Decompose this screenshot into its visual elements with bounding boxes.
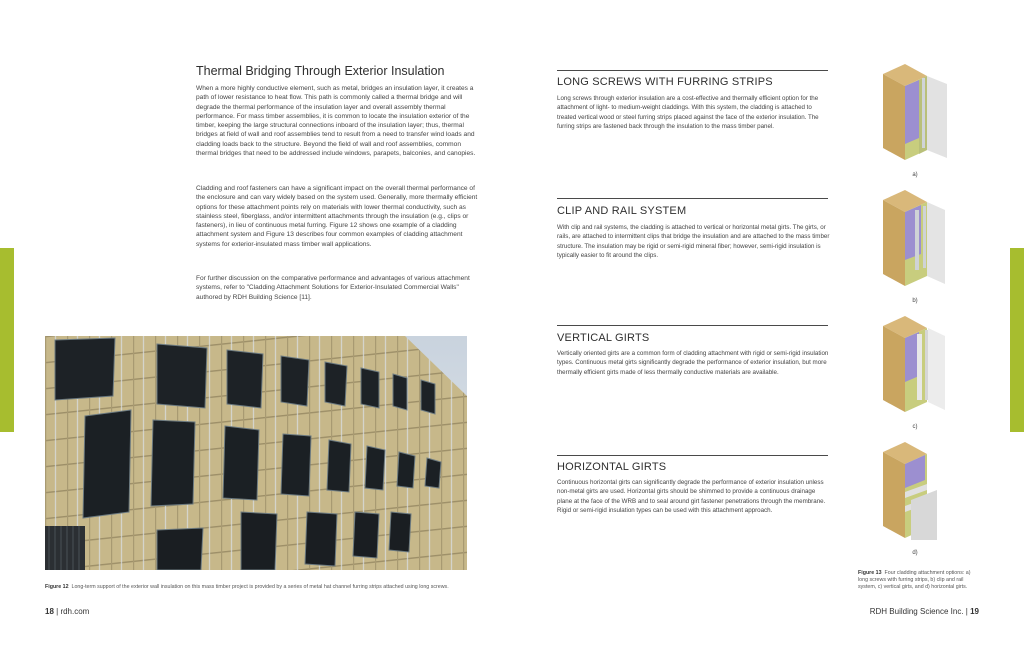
accent-bar-left — [0, 248, 14, 432]
page-heading: Thermal Bridging Through Exterior Insulation — [196, 64, 445, 78]
render-label-c: c) — [912, 424, 918, 430]
right-folio: RDH Building Science Inc. | 19 — [869, 607, 979, 616]
figure-13-caption — [858, 570, 980, 591]
left-site-name: rdh.com — [60, 607, 90, 616]
section-rule — [557, 198, 828, 199]
section-title: LONG SCREWS WITH FURRING STRIPS — [557, 76, 773, 88]
figure-13-caption-text: Four cladding attachment options: a) long screws with furring strips, b) clip and rail system, c) vertical girts, and d) horizontal girts. — [858, 570, 971, 590]
body-paragraph-1: When a more highly conductive element, such as metal, bridges an insulation layer, it creates a path of lower resistance to heat flow. This path is commonly called a thermal bridge and will degrade the thermal performance of the insulation layer and overall assembly thermal performance. For mass timber assemblies, it is common to locate the insulation exterior of the timber, keeping the large structural connections inboard of the insulation layer; thus, thermal bridges at field of wall and roof assemblies tend to result from a need to transfer wind loads and cladding loads back to the structure. Beyond the field of wall and roof assemblies, common thermal bridges that need to be addressed include windows, parapets, balconies, and canopies. — [196, 85, 476, 158]
wall-assembly-render-d — [875, 440, 955, 540]
figure-12-label: Figure 12 — [45, 584, 69, 590]
wall-assembly-render-a — [875, 62, 955, 162]
figure-12-caption-text: Long-term support of the exterior wall insulation on this mass timber project is provided by a series of metal hat channel furring strips attached using long screws. — [71, 584, 449, 590]
render-label-a: a) — [912, 172, 918, 178]
section-text: Vertically oriented girts are a common form of cladding attachment with rigid or semi-rigid insulation types. Continuous metal girts significantly degrade the performance of exterior insulation, but more thermally efficient girts made of less thermally conductive materials are available. — [557, 350, 829, 376]
building-facade-photo — [45, 336, 467, 570]
left-page-number: 18 — [45, 607, 54, 616]
section-text: With clip and rail systems, the cladding is attached to vertical or horizontal metal girts. The girts, or rails, are attached to intermittent clips that bridge the insulation and are attached to the mass timber structure. The insulation may be rigid or semi-rigid mineral fiber; however, semi-rigid insulation is typically easier to fit around the clips. — [557, 224, 830, 259]
right-page-number: 19 — [970, 607, 979, 616]
section-title: VERTICAL GIRTS — [557, 332, 650, 344]
body-paragraph-3: For further discussion on the comparative performance and advantages of various attachment systems, refer to "Cladding Attachment Solutions for Exterior-Insulated Commercial Walls" authored by RDH Building Science [11]. — [196, 275, 470, 301]
wall-assembly-render-c — [875, 314, 955, 414]
section-rule — [557, 325, 828, 326]
render-label-b: b) — [912, 298, 918, 304]
section-title: CLIP AND RAIL SYSTEM — [557, 205, 687, 217]
section-text: Long screws through exterior insulation are a cost-effective and thermally efficient option for the attachment of light- to medium-weight claddings. With this system, the cladding is attached to treated vertical wood or steel furring strips placed against the face of the exterior insulation. The furring strips are fastened back through the insulation to the mass timber panel. — [557, 95, 819, 130]
section-title: HORIZONTAL GIRTS — [557, 461, 667, 473]
section-rule — [557, 70, 828, 71]
figure-13-label: Figure 13 — [858, 570, 882, 576]
render-label-d: d) — [912, 550, 918, 556]
left-folio: 18 | rdh.com — [45, 607, 90, 616]
wall-assembly-render-b — [875, 188, 955, 288]
figure-12-caption — [45, 584, 467, 591]
body-paragraph-2: Cladding and roof fasteners can have a significant impact on the overall thermal performance of the enclosure and can vary widely based on the system used. Generally, more thermally efficient options for these attachment points rely on materials with lower thermal conductivity, such as stainless steel, fiberglass, and/or intermittent attachments through the insulation (e.g., clips or fasteners), in lieu of continuous metal furring. Figure 12 shows one example of a cladding attachment system and Figure 13 describes four common examples of cladding attachment systems for exterior-insulated mass timber wall applications. — [196, 185, 478, 248]
section-text: Continuous horizontal girts can significantly degrade the performance of exterior insulation unless non-metal girts are used. Horizontal girts should be shimmed to provide a continuous drainage plane at the face of the WRB and to seal around girt fastener penetrations through the membrane. Rigid or semi-rigid insulation types can be used with this attachment approach. — [557, 479, 826, 514]
right-company-name: RDH Building Science Inc. — [869, 607, 964, 616]
accent-bar-right — [1010, 248, 1024, 432]
section-rule — [557, 455, 828, 456]
